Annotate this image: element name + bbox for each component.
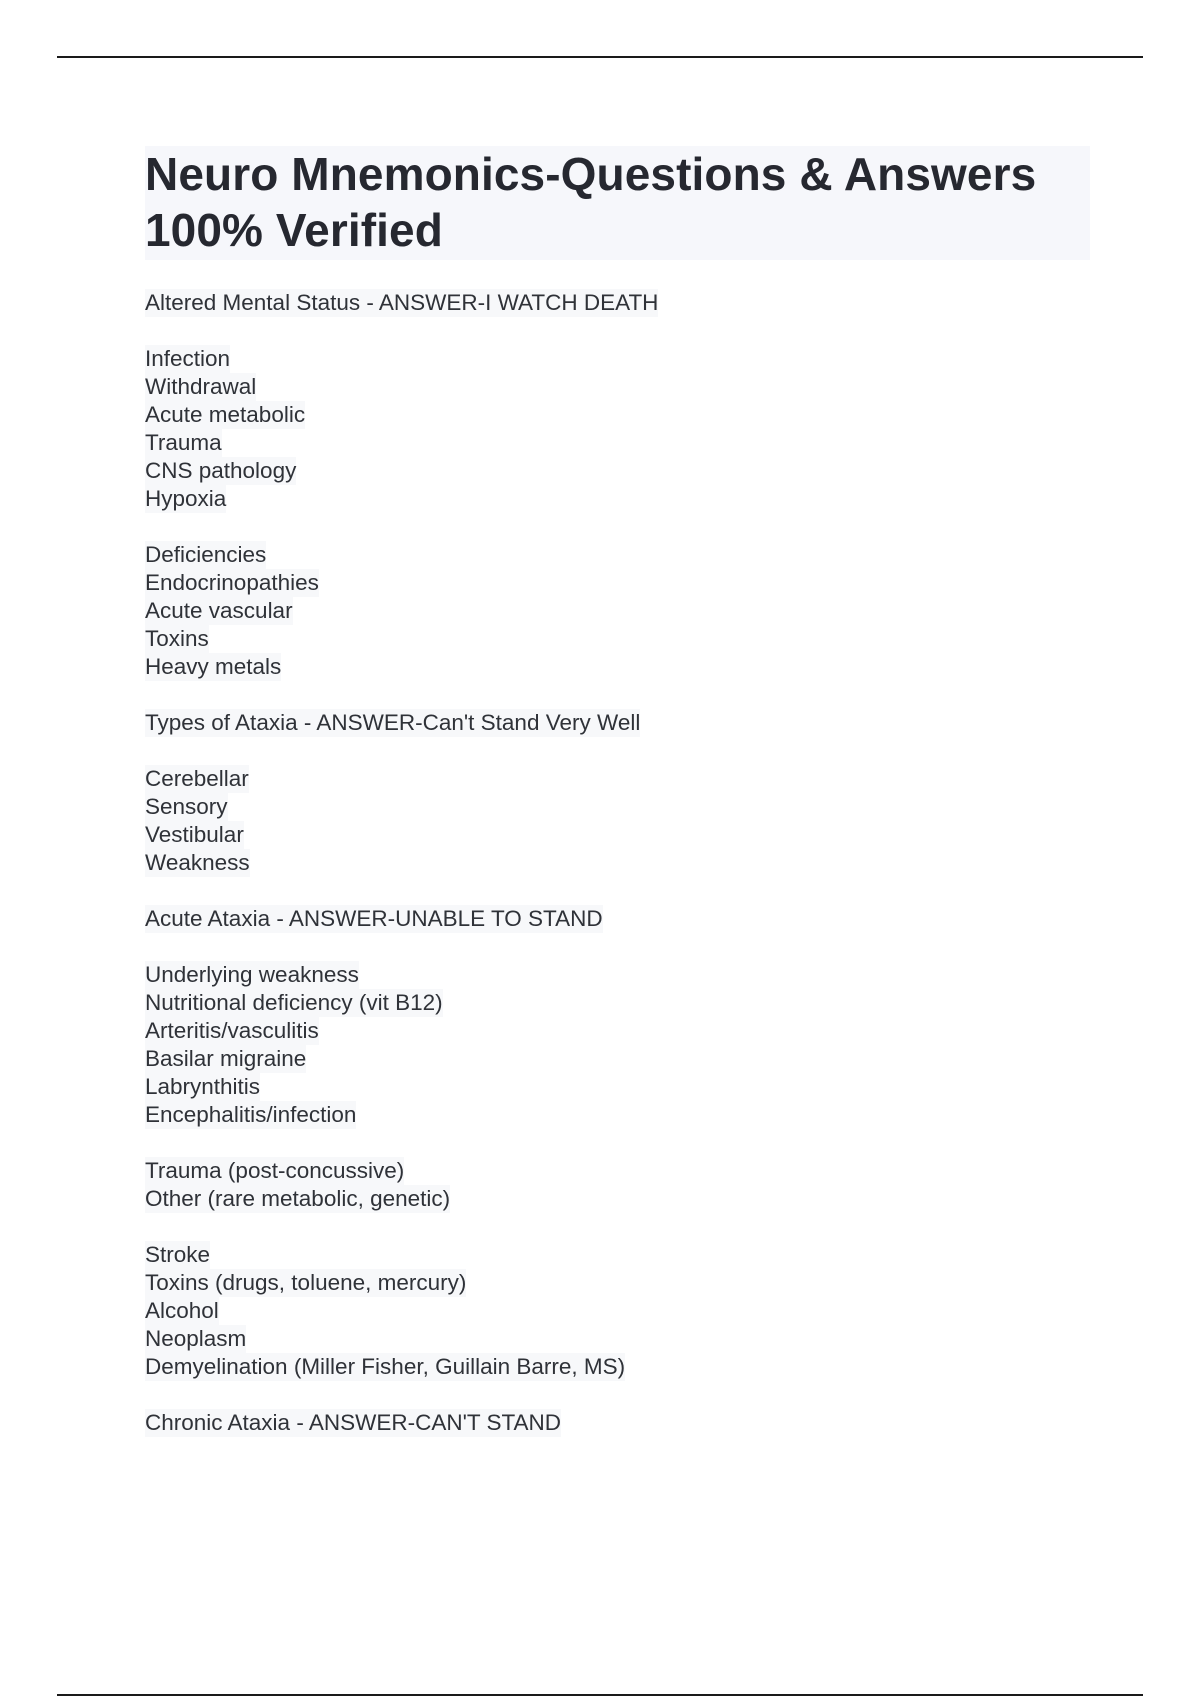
- text-line: Hypoxia: [145, 486, 227, 511]
- top-rule: [57, 56, 1143, 58]
- text-block: [145, 1409, 1090, 1437]
- text-line: Nutritional deficiency (vit B12): [145, 990, 443, 1015]
- text-line: Altered Mental Status - ANSWER-I WATCH DEATH: [145, 290, 659, 315]
- text-line: Toxins: [145, 626, 209, 651]
- text-line: Infection: [145, 346, 231, 371]
- text-block: [145, 289, 1090, 317]
- text-line: Underlying weakness: [145, 962, 359, 987]
- text-block: [145, 1241, 1090, 1381]
- text-line: Acute vascular: [145, 598, 293, 623]
- text-block: [145, 1157, 1090, 1213]
- text-line: Deficiencies: [145, 542, 267, 567]
- text-line: Basilar migraine: [145, 1046, 307, 1071]
- text-line: Heavy metals: [145, 654, 282, 679]
- text-block: [145, 541, 1090, 681]
- document-title: Neuro Mnemonics-Questions & Answers 100% Verified: [145, 146, 1090, 260]
- text-line: Weakness: [145, 850, 250, 875]
- text-block: [145, 765, 1090, 877]
- text-line: Withdrawal: [145, 374, 257, 399]
- text-line: Other (rare metabolic, genetic): [145, 1186, 451, 1211]
- text-line: Toxins (drugs, toluene, mercury): [145, 1270, 467, 1295]
- text-line: Arteritis/vasculitis: [145, 1018, 319, 1043]
- text-line: Cerebellar: [145, 766, 249, 791]
- text-line: Trauma (post-concussive): [145, 1158, 405, 1183]
- text-block: [145, 709, 1090, 737]
- text-line: Sensory: [145, 794, 228, 819]
- qa-blocks: [145, 289, 1090, 1437]
- text-line: Vestibular: [145, 822, 244, 847]
- text-block: [145, 905, 1090, 933]
- text-line: Neoplasm: [145, 1326, 247, 1351]
- text-line: Trauma: [145, 430, 222, 455]
- bottom-rule: [57, 1694, 1143, 1696]
- text-line: CNS pathology: [145, 458, 297, 483]
- text-line: Labrynthitis: [145, 1074, 261, 1099]
- text-line: Acute metabolic: [145, 402, 306, 427]
- text-line: Types of Ataxia - ANSWER-Can't Stand Very Well: [145, 710, 641, 735]
- text-line: Demyelination (Miller Fisher, Guillain Barre, MS): [145, 1354, 626, 1379]
- text-line: Stroke: [145, 1242, 211, 1267]
- text-block: [145, 345, 1090, 513]
- text-block: [145, 961, 1090, 1129]
- text-line: Encephalitis/infection: [145, 1102, 357, 1127]
- text-line: Endocrinopathies: [145, 570, 319, 595]
- text-line: Acute Ataxia - ANSWER-UNABLE TO STAND: [145, 906, 603, 931]
- text-line: Alcohol: [145, 1298, 219, 1323]
- text-line: Chronic Ataxia - ANSWER-CAN'T STAND: [145, 1410, 562, 1435]
- document-body: [145, 146, 1090, 1465]
